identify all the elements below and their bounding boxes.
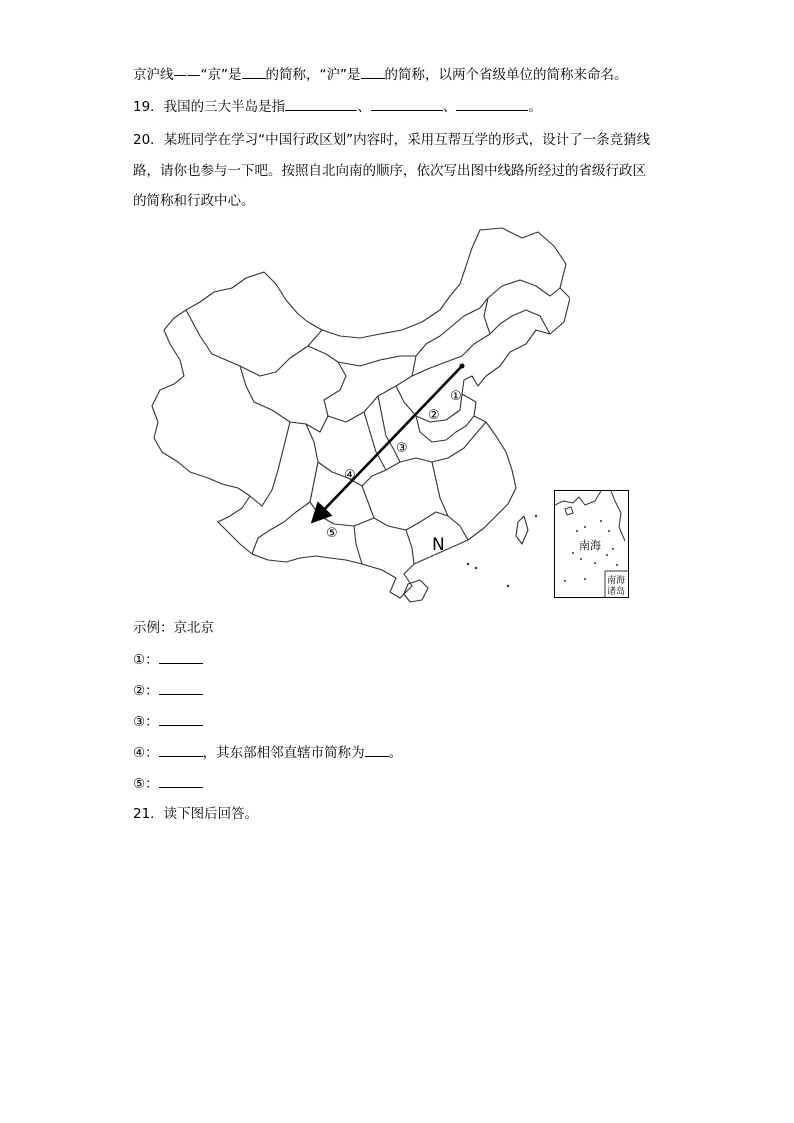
inset-coastline (555, 491, 601, 505)
route-marker-5: ⑤ (326, 526, 338, 541)
north-label: N (432, 535, 445, 555)
route-marker-4: ④ (344, 468, 356, 483)
island-dot (467, 563, 469, 565)
province-boundary (252, 502, 310, 554)
q19-line (133, 96, 542, 117)
example-line: 示例：京北京 (133, 620, 214, 636)
island-dot (507, 585, 509, 587)
inset-sea-label: 南海 (579, 539, 601, 552)
answer-blank[interactable] (159, 773, 203, 788)
route-marker-1: ① (450, 389, 462, 404)
answer-blank[interactable] (159, 649, 203, 664)
inset-islands-label-2: 诸岛 (607, 587, 626, 597)
answer-label-3: ③： (133, 714, 159, 730)
province-boundary (362, 486, 448, 530)
inset-islands-label-1: 南海 (607, 576, 626, 586)
q18-text-c: 的简称，以两个省级单位的简称来命名。 (384, 67, 628, 83)
province-boundary (432, 462, 468, 540)
q19-end: 。 (528, 99, 542, 115)
province-boundary (484, 280, 560, 334)
province-boundary (354, 526, 362, 564)
q18-text-b: 的简称，“沪”是 (265, 67, 361, 83)
q19-text: 19．我国的三大半岛是指 (133, 99, 286, 115)
answer-label-1: ①： (133, 652, 159, 668)
inset-island (565, 507, 573, 515)
q21-line: 21．读下图后回答。 (133, 806, 259, 822)
answer-line-5 (133, 773, 203, 794)
q18-line (133, 64, 628, 85)
island-dot (475, 567, 477, 569)
answer-blank[interactable] (365, 742, 389, 757)
answer-blank[interactable] (159, 711, 203, 726)
answer-4-suffix: ，其东部相邻直辖市简称为 (202, 745, 365, 761)
taiwan-island (516, 516, 528, 544)
province-boundary (186, 310, 322, 376)
answer-line-4 (133, 742, 402, 763)
q20-line-3: 的简称和行政中心。 (133, 193, 255, 209)
province-boundary (240, 346, 346, 432)
answer-label-5: ⑤： (133, 776, 159, 792)
answer-blank[interactable] (285, 96, 357, 111)
island-dot (535, 515, 537, 517)
route-start-dot (460, 364, 465, 369)
answer-blank[interactable] (361, 64, 385, 79)
province-boundary (250, 422, 290, 506)
province-boundary (412, 308, 480, 376)
answer-blank[interactable] (159, 680, 203, 695)
answer-blank[interactable] (159, 742, 203, 757)
china-province-map (150, 226, 570, 606)
inset-coastline (611, 491, 625, 541)
province-boundary (338, 356, 416, 366)
answer-label-2: ②： (133, 683, 159, 699)
answer-blank[interactable] (242, 64, 266, 79)
inset-map (555, 491, 628, 597)
q20-line-1: 20．某班同学在学习“中国行政区划”内容时，采用互帮互学的形式，设计了一条竞猜线 (133, 132, 651, 148)
province-boundary (310, 462, 374, 526)
q19-sep: 、 (442, 99, 457, 115)
route-marker-3: ③ (396, 441, 408, 456)
answer-line-2 (133, 680, 203, 701)
answer-label-4: ④： (133, 745, 159, 761)
answer-line-3 (133, 711, 203, 732)
china-outline (152, 228, 570, 598)
q19-sep: 、 (357, 99, 371, 115)
answer-blank[interactable] (371, 96, 443, 111)
q18-text-a: 京沪线——“京”是 (133, 67, 242, 83)
route-marker-2: ② (428, 408, 440, 423)
q20-line-2: 路，请你也参与一下吧。按照自北向南的顺序，依次写出图中线路所经过的省级行政区 (133, 163, 646, 179)
answer-4-end: 。 (388, 745, 403, 761)
answer-line-1 (133, 649, 203, 670)
province-boundary (406, 530, 414, 564)
south-china-sea-inset (554, 490, 629, 598)
answer-blank[interactable] (456, 96, 528, 111)
